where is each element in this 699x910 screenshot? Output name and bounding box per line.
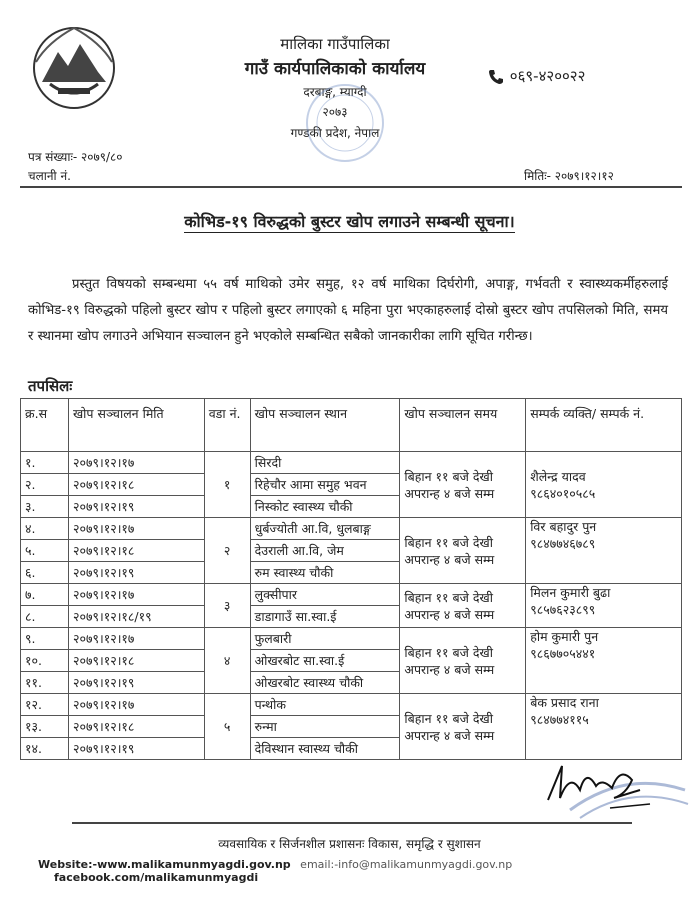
ward-cell: १ [204, 452, 250, 518]
place-cell: रुम स्वास्थ्य चौकी [250, 562, 400, 584]
table-row [21, 584, 682, 606]
time-start: बिहान ११ बजे देखी [404, 710, 494, 726]
place-cell: पन्थोक [250, 694, 400, 716]
date-cell: २०७९।१२।१९ [68, 738, 204, 760]
notice-title-text: कोभिड-१९ विरुद्धको बुस्टर खोप लगाउने सम्बन्धी सूचना। [184, 212, 515, 231]
footer-website[interactable]: Website:-www.malikamunmyagdi.gov.np [38, 858, 291, 871]
date-cell: २०७९।१२।१७ [68, 518, 204, 540]
serial-cell: ६. [21, 562, 69, 584]
time-end: अपरान्ह ४ बजे सम्म [404, 485, 495, 501]
place-cell: लुक्सीपार [250, 584, 400, 606]
place-cell: डाडागाउँ सा.स्वा.ई [250, 606, 400, 628]
phone-icon [487, 68, 505, 86]
serial-cell: ९. [21, 628, 69, 650]
header-divider [20, 186, 682, 188]
vaccination-schedule-table [20, 398, 682, 760]
time-end: अपरान्ह ४ बजे सम्म [404, 606, 495, 622]
signature [540, 760, 670, 820]
contact-cell [526, 628, 682, 694]
serial-cell: ५. [21, 540, 69, 562]
established-year: २०७३ [322, 105, 348, 119]
serial-cell: ११. [21, 672, 69, 694]
time-end: अपरान्ह ४ बजे सम्म [404, 551, 495, 567]
nepal-emblem-logo [28, 22, 120, 114]
serial-cell: १४. [21, 738, 69, 760]
contact-name: शैलेन्द्र यादव [530, 468, 586, 484]
phone-text: ०६९-४२००२२ [509, 67, 586, 85]
contact-phone: ९८६७७०५४४१ [530, 646, 596, 661]
header-time: खोप सञ्चालन समय [400, 399, 526, 452]
date-cell: २०७९।१२।१८/१९ [68, 606, 204, 628]
time-cell [400, 628, 526, 694]
place-cell: देविस्थान स्वास्थ्य चौकी [250, 738, 400, 760]
time-cell [400, 452, 526, 518]
footer-facebook[interactable]: facebook.com/malikamunmyagdi [54, 871, 259, 884]
place-cell: रिहेचौर आमा समुह भवन [250, 474, 400, 496]
contact-name: मिलन कुमारी बुढा [530, 585, 611, 600]
time-cell [400, 584, 526, 628]
notice-body: प्रस्तुत विषयको सम्बन्धमा ५५ वर्ष माथिको उमेर समुह, १२ वर्ष माथिका दिर्घरोगी, अपाङ्ग, गर्भवती र स्वास्थ्यकर्मीहरुलाई कोभिड-१९ विरुद्धको पहिलो बुस्टर खोप र पहिलो बुस्टर लगाएको ६ महिना पुरा भएकाहरुलाई दोस्रो बुस्टर खोप तपसिलको मिति, समय र स्थानमा खोप लगाउने अभियान सञ्चालन हुने भएकोले सम्बन्धित सबैको जानकारीका लागि सूचित गरीन्छ। [28, 277, 668, 344]
time-cell [400, 694, 526, 760]
date-cell: २०७९।१२।१८ [68, 650, 204, 672]
contact-name: बेक प्रसाद राना [530, 695, 599, 710]
contact-cell [526, 584, 682, 628]
place-cell: रुन्मा [250, 716, 400, 738]
reference-number: पत्र संख्याः- २०७९/८० [28, 150, 123, 164]
place-cell: ओखरबोट सा.स्वा.ई [250, 650, 400, 672]
date-cell: २०७९।१२।१७ [68, 584, 204, 606]
serial-cell: ८. [21, 606, 69, 628]
table-row [21, 518, 682, 540]
header-contact: सम्पर्क व्यक्ति/ सम्पर्क नं. [526, 399, 682, 452]
table-row [21, 694, 682, 716]
ward-cell: २ [204, 518, 250, 584]
time-end: अपरान्ह ४ बजे सम्म [404, 661, 495, 677]
province-name: गण्डकी प्रदेश, नेपाल [290, 126, 380, 140]
serial-cell: ४. [21, 518, 69, 540]
serial-cell: ७. [21, 584, 69, 606]
table-row [21, 452, 682, 474]
date-cell: २०७९।१२।१८ [68, 716, 204, 738]
ward-cell: ३ [204, 584, 250, 628]
details-heading: तपसिलः [28, 377, 73, 395]
ward-cell: ४ [204, 628, 250, 694]
dispatch-number: चलानी नं. [28, 169, 71, 183]
time-start: बिहान ११ बजे देखी [404, 534, 494, 550]
office-stamp [290, 78, 400, 168]
place-cell: निस्कोट स्वास्थ्य चौकी [250, 496, 400, 518]
date-cell: २०७९।१२।१७ [68, 694, 204, 716]
place-cell: फुलबारी [250, 628, 400, 650]
serial-cell: ३. [21, 496, 69, 518]
place-cell: सिरदी [250, 452, 400, 474]
header-ward: वडा नं. [204, 399, 250, 452]
footer-divider [72, 822, 632, 824]
header-serial: क्र.स [21, 399, 69, 452]
serial-cell: १३. [21, 716, 69, 738]
notice-title [0, 210, 699, 232]
time-end: अपरान्ह ४ बजे सम्म [404, 727, 495, 743]
contact-cell [526, 518, 682, 584]
place-cell: ओखरबोट स्वास्थ्य चौकी [250, 672, 400, 694]
date-cell: २०७९।१२।१७ [68, 628, 204, 650]
time-start: बिहान ११ बजे देखी [404, 644, 494, 660]
date-cell: २०७९।१२।१९ [68, 496, 204, 518]
office-location: दरबाङ्ग, म्याग्दी [303, 85, 367, 99]
date-cell: २०७९।१२।१९ [68, 672, 204, 694]
footer-tagline: व्यवसायिक र सिर्जनशील प्रशासनः विकास, समृद्धि र सुशासन [218, 837, 481, 851]
contact-phone: ९८४७७४६७८९ [530, 536, 596, 551]
date-cell: २०७९।१२।१८ [68, 474, 204, 496]
footer-email[interactable]: email:-info@malikamunmyagdi.gov.np [300, 858, 513, 871]
ward-cell: ५ [204, 694, 250, 760]
contact-phone: ९८४७७४११५ [530, 712, 589, 727]
footer-contacts [38, 858, 678, 884]
table-row [21, 628, 682, 650]
header-place: खोप सञ्चालन स्थान [250, 399, 400, 452]
time-cell [400, 518, 526, 584]
date-cell: २०७९।१२।१९ [68, 562, 204, 584]
serial-cell: १२. [21, 694, 69, 716]
time-start: बिहान ११ बजे देखी [404, 589, 494, 605]
letter-date: मितिः- २०७९।१२।१२ [524, 169, 614, 183]
serial-cell: १. [21, 452, 69, 474]
contact-name: होम कुमारी पुन [530, 629, 599, 644]
serial-cell: २. [21, 474, 69, 496]
municipality-name: मालिका गाउँपालिका [280, 35, 390, 53]
contact-phone: ९८६४०१०५८५ [530, 485, 596, 501]
table-header-row [21, 399, 682, 452]
office-name: गाउँ कार्यपालिकाको कार्यालय [244, 59, 426, 79]
date-cell: २०७९।१२।१७ [68, 452, 204, 474]
date-cell: २०७९।१२।१८ [68, 540, 204, 562]
contact-cell [526, 694, 682, 760]
time-start: बिहान ११ बजे देखी [404, 468, 494, 484]
contact-phone: ९८५७६२३८९९ [530, 602, 596, 617]
place-cell: धुर्बज्योती आ.वि, धुलबाङ्ग [250, 518, 400, 540]
place-cell: देउराली आ.वि, जेम [250, 540, 400, 562]
serial-cell: १०. [21, 650, 69, 672]
contact-name: विर बहादुर पुन [530, 519, 597, 534]
header-date: खोप सञ्चालन मिति [68, 399, 204, 452]
contact-cell [526, 452, 682, 518]
phone-number [487, 66, 585, 86]
